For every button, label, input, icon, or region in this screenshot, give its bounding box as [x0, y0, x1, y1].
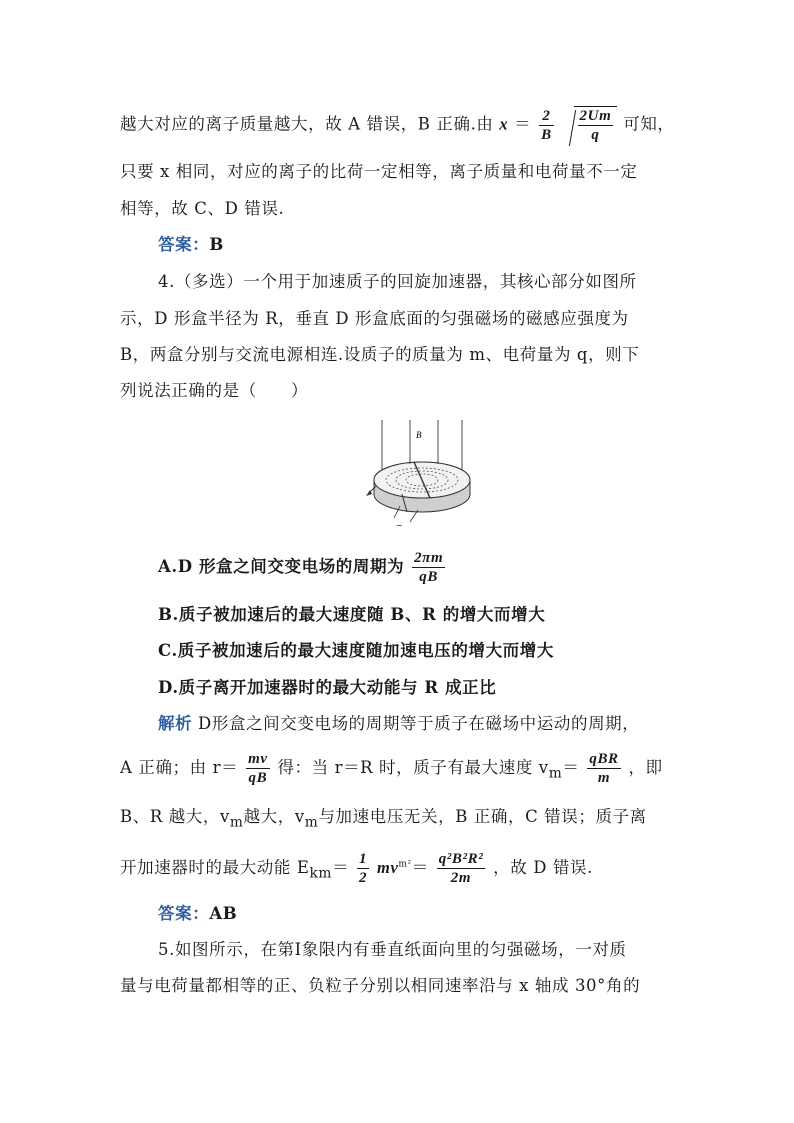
period-numerator: 2πm	[414, 550, 444, 566]
half-denominator: 2	[359, 870, 368, 886]
period-denominator: qB	[419, 569, 438, 585]
option-d: D.质子离开加速器时的最大动能与 R 成正比	[158, 678, 497, 697]
half-numerator: 1	[359, 851, 368, 867]
mv-term: mv	[377, 858, 399, 877]
solution-l3-a: B、R 越大，v	[120, 807, 230, 826]
variable-x: x	[499, 114, 509, 134]
solution-l3-b: 越大，v	[243, 807, 305, 826]
fraction-2-over-b	[539, 107, 554, 144]
answer-1	[158, 233, 718, 257]
fraction-denominator: B	[541, 126, 552, 143]
sqrt-denominator: q	[591, 127, 600, 143]
fraction-max-velocity	[587, 750, 620, 787]
solution-line-1	[158, 712, 718, 736]
radius-denominator: qB	[248, 770, 268, 786]
answer-label: 答案：	[158, 235, 210, 254]
subscript-m: m	[304, 814, 319, 831]
fraction-numerator: 2	[539, 107, 554, 126]
fraction-period	[412, 549, 445, 586]
vmax-numerator: qBR	[589, 751, 619, 767]
text-line-2: 只要 x 相同，对应的离子的比荷一定相等，离子质量和电荷量不一定	[120, 162, 638, 181]
fraction-half	[357, 850, 369, 887]
solution-line-2	[120, 750, 680, 787]
ac-source-symbol: ~	[396, 521, 403, 530]
solution-l2-b: 得：当 r＝R 时，质子有最大速度 v	[277, 758, 549, 777]
answer-value: AB	[209, 904, 238, 923]
fraction-2um-over-q	[578, 107, 614, 144]
text-line-3: 相等，故 C、D 错误.	[120, 199, 285, 218]
option-b: B.质子被加速后的最大速度随 B、R 的增大而增大	[158, 605, 546, 624]
fraction-kinetic-energy	[437, 850, 486, 887]
vmax-denominator: m	[597, 770, 611, 786]
question-4-line-2: 示，D 形盒半径为 R，垂直 D 形盒底面的匀强磁场的磁感应强度为	[120, 309, 629, 328]
option-c: C.质子被加速后的最大速度随加速电压的增大而增大	[158, 641, 554, 660]
cyclotron-figure	[360, 418, 480, 530]
solution-l2-a: A 正确；由 r＝	[120, 758, 239, 777]
subscript-m: m	[229, 814, 244, 831]
sqrt-numerator: 2Um	[579, 108, 612, 124]
answer-label: 答案：	[158, 904, 210, 923]
line-1-tail: 可知，	[623, 114, 675, 134]
answer-2	[158, 902, 718, 926]
energy-numerator: q²B²R²	[438, 851, 484, 867]
solution-line-4	[120, 850, 680, 887]
option-a	[158, 549, 718, 586]
solution-l2-d: ，即	[628, 758, 663, 777]
question-4-line-4: 列说法正确的是（ ）	[120, 381, 309, 400]
answer-value: B	[209, 235, 224, 254]
superscript-m2: m²	[398, 859, 412, 870]
subscript-m: m	[548, 765, 563, 782]
option-a-text: A.D 形盒之间交变电场的周期为	[158, 557, 405, 576]
equals-sign: ＝	[514, 114, 532, 134]
question-4-line-1: 4.（多选）一个用于加速质子的回旋加速器，其核心部分如图所	[158, 272, 637, 291]
text-line-1	[120, 106, 680, 144]
energy-denominator: 2m	[450, 870, 472, 886]
solution-l4-a: 开加速器时的最大动能 E	[120, 858, 310, 877]
fraction-radius	[246, 750, 270, 787]
solution-l2-c: ＝	[562, 758, 580, 777]
subscript-km: km	[309, 865, 333, 882]
line-1-text: 越大对应的离子质量越大，故 A 错误，B 正确.由	[120, 114, 494, 134]
solution-line-1-text: D形盒之间交变电场的周期等于质子在磁场中运动的周期，	[192, 714, 640, 733]
question-5-line-2: 量与电荷量都相等的正、负粒子分别以相同速率沿与 x 轴成 30°角的	[120, 976, 641, 995]
solution-l4-d: ＝	[411, 858, 429, 877]
solution-label: 解析	[158, 714, 193, 733]
radius-numerator: mv	[248, 751, 268, 767]
solution-l4-b: ＝	[332, 858, 350, 877]
solution-l4-e: ，故 D 错误.	[493, 858, 593, 877]
question-4-line-3: B，两盒分别与交流电源相连.设质子的质量为 m、电荷量为 q，则下	[120, 345, 640, 364]
field-label: B	[416, 430, 422, 440]
sqrt-expression	[562, 106, 618, 144]
solution-l3-c: 与加速电压无关，B 正确，C 错误；质子离	[318, 807, 647, 826]
solution-line-3	[120, 805, 680, 834]
question-5-line-1: 5.如图所示，在第Ⅰ象限内有垂直纸面向里的匀强磁场，一对质	[158, 940, 627, 959]
